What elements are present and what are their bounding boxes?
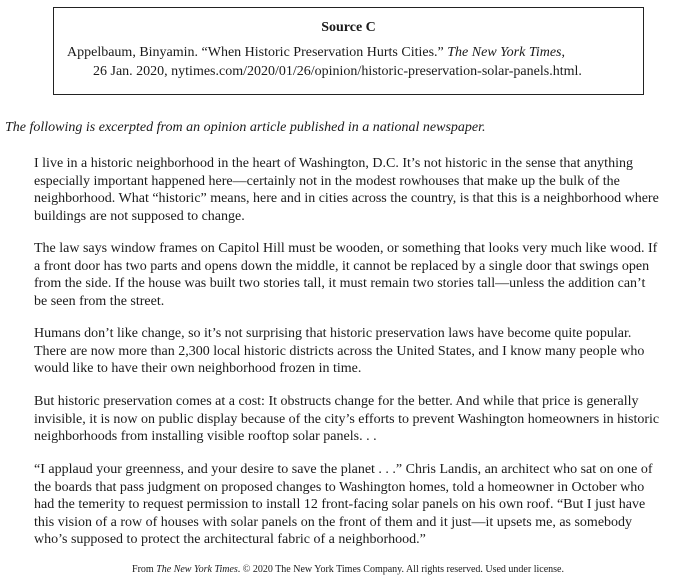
paragraph-line: neighborhood. What “historic” means, here and in cities across the country, is that this is a neighborhood where bbox=[34, 191, 659, 206]
paragraph-line: invisible, it is now on public display because of the city’s efforts to prevent Washington homeowners in historic bbox=[34, 411, 660, 427]
paragraph-line: There are now more than 2,300 local historic districts across the United States, and I know many people who bbox=[34, 343, 645, 359]
citation bbox=[67, 43, 582, 81]
footer-prefix: From bbox=[132, 564, 157, 575]
paragraph-4 bbox=[34, 393, 694, 446]
paragraph-line: a front door has two parts and opens down the middle, it cannot be replaced by a single door that swings open bbox=[34, 258, 650, 274]
paragraph-line: buildings are not supposed to change. bbox=[34, 208, 245, 224]
paragraph-line: I live in a historic neighborhood in the heart of Washington, D.C. It’s not historic in the sense that anything bbox=[34, 156, 633, 171]
paragraph-line: Humans don’t like change, so it’s not surprising that historic preservation laws have become quite popular. bbox=[34, 326, 632, 341]
citation-author: Appelbaum, Binyamin. “When Historic Preservation Hurts Cities.” bbox=[67, 45, 448, 60]
footer-publication: The New York Times bbox=[156, 564, 238, 575]
intro-text: The following is excerpted from an opinion article published in a national newspaper. bbox=[5, 120, 486, 135]
copyright-footer bbox=[0, 564, 696, 575]
paragraph-line: had the temerity to request permission to install 12 front-facing solar panels on his own roof. “But I just have bbox=[34, 497, 646, 512]
paragraph-1 bbox=[34, 155, 694, 225]
citation-line1-end: , bbox=[561, 45, 565, 60]
paragraph-line: would like to have their own neighborhood frozen in time. bbox=[34, 361, 362, 376]
paragraph-5 bbox=[34, 461, 694, 549]
source-title: Source C bbox=[321, 20, 376, 35]
citation-publication: The New York Times bbox=[447, 45, 562, 60]
paragraph-line: from the side. If the house was built two stories tall, it must remain two stories tall—unless the addition can’t bbox=[34, 276, 646, 291]
paragraph-line: who’s supposed to protect the architectural fabric of a neighborhood.” bbox=[34, 532, 426, 547]
paragraph-line: “I applaud your greenness, and your desire to save the planet . . .” Chris Landis, an architect who sat on one of bbox=[34, 462, 653, 477]
paragraph-line: neighborhoods from installing visible rooftop solar panels. . . bbox=[34, 429, 377, 444]
paragraph-line: be seen from the street. bbox=[34, 293, 165, 309]
paragraph-3 bbox=[34, 325, 694, 378]
paragraph-line: The law says window frames on Capitol Hill must be wooden, or something that looks very much like wood. If bbox=[34, 241, 658, 256]
paragraph-line: especially important happened here—certainly not in the modest rowhouses that make up the bulk of the bbox=[34, 173, 620, 189]
paragraph-line: the boards that pass judgment on proposed changes to Washington homes, told a homeowner in October who bbox=[34, 479, 645, 495]
paragraph-line: But historic preservation comes at a cost: It obstructs change for the better. And while that price is generally bbox=[34, 394, 639, 409]
source-box bbox=[53, 7, 644, 95]
paragraph-line: this vision of a row of houses with solar panels on the front of them and it just—it upsets me, as somebody bbox=[34, 514, 633, 530]
paragraph-2 bbox=[34, 240, 694, 310]
citation-line2: 26 Jan. 2020, nytimes.com/2020/01/26/opinion/historic-preservation-solar-panels.html. bbox=[93, 64, 582, 79]
footer-suffix: . © 2020 The New York Times Company. All rights reserved. Used under license. bbox=[237, 564, 564, 575]
